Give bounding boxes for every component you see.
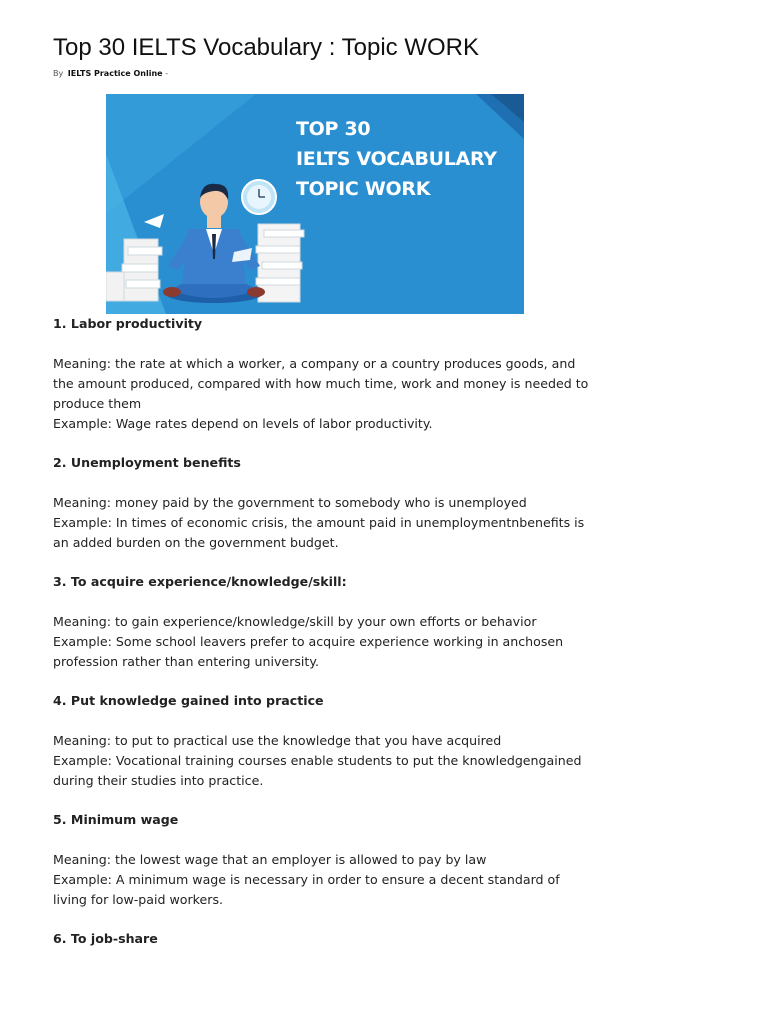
hero-image [106,94,524,314]
hero-heading-line-3: TOPIC WORK [296,178,431,200]
vocab-term: 3. To acquire experience/knowledge/skill: [53,574,347,589]
vocab-entry [53,691,593,791]
vocab-term: 6. To job-share [53,931,158,946]
vocab-term: 2. Unemployment benefits [53,455,241,470]
vocab-term: 5. Minimum wage [53,812,179,827]
vocab-meaning: Meaning: the lowest wage that an employer is allowed to pay by law [53,852,487,867]
vocab-term: 4. Put knowledge gained into practice [53,693,324,708]
vocab-entry [53,453,593,553]
vocab-term: 1. Labor productivity [53,316,203,331]
vocab-entry [53,929,593,949]
vocab-example: Example: In times of economic crisis, the amount paid in unemploymentnbenefits is an added burden on the government budget. [53,515,585,550]
vocabulary-list [53,314,593,968]
vocab-example: Example: Wage rates depend on levels of labor productivity. [53,416,433,431]
author-link[interactable]: IELTS Practice Online [67,69,163,78]
vocab-meaning: Meaning: to gain experience/knowledge/skill by your own efforts or behavior [53,614,537,629]
article-title: Top 30 IELTS Vocabulary : Topic WORK [53,34,479,61]
byline-suffix: - [165,69,169,78]
vocab-meaning: Meaning: to put to practical use the knowledge that you have acquired [53,733,502,748]
hero-heading-line-2: IELTS VOCABULARY [296,148,497,170]
byline [53,69,168,78]
vocab-entry [53,314,593,434]
clock-icon [242,180,276,214]
vocab-entry [53,810,593,910]
vocab-example: Example: Vocational training courses enable students to put the knowledgengained during their studies into practice. [53,753,582,788]
hero-heading-line-1: TOP 30 [296,118,371,140]
vocab-entry [53,572,593,672]
vocab-meaning: Meaning: money paid by the government to somebody who is unemployed [53,495,527,510]
vocab-meaning: Meaning: the rate at which a worker, a company or a country produces goods, and the amount produced, compared with how much time, work and money is needed to produce them [53,356,589,411]
vocab-example: Example: Some school leavers prefer to acquire experience working in anchosen profession rather than entering university. [53,634,564,669]
byline-prefix: By [53,69,64,78]
vocab-example: Example: A minimum wage is necessary in order to ensure a decent standard of living for low-paid workers. [53,872,560,907]
